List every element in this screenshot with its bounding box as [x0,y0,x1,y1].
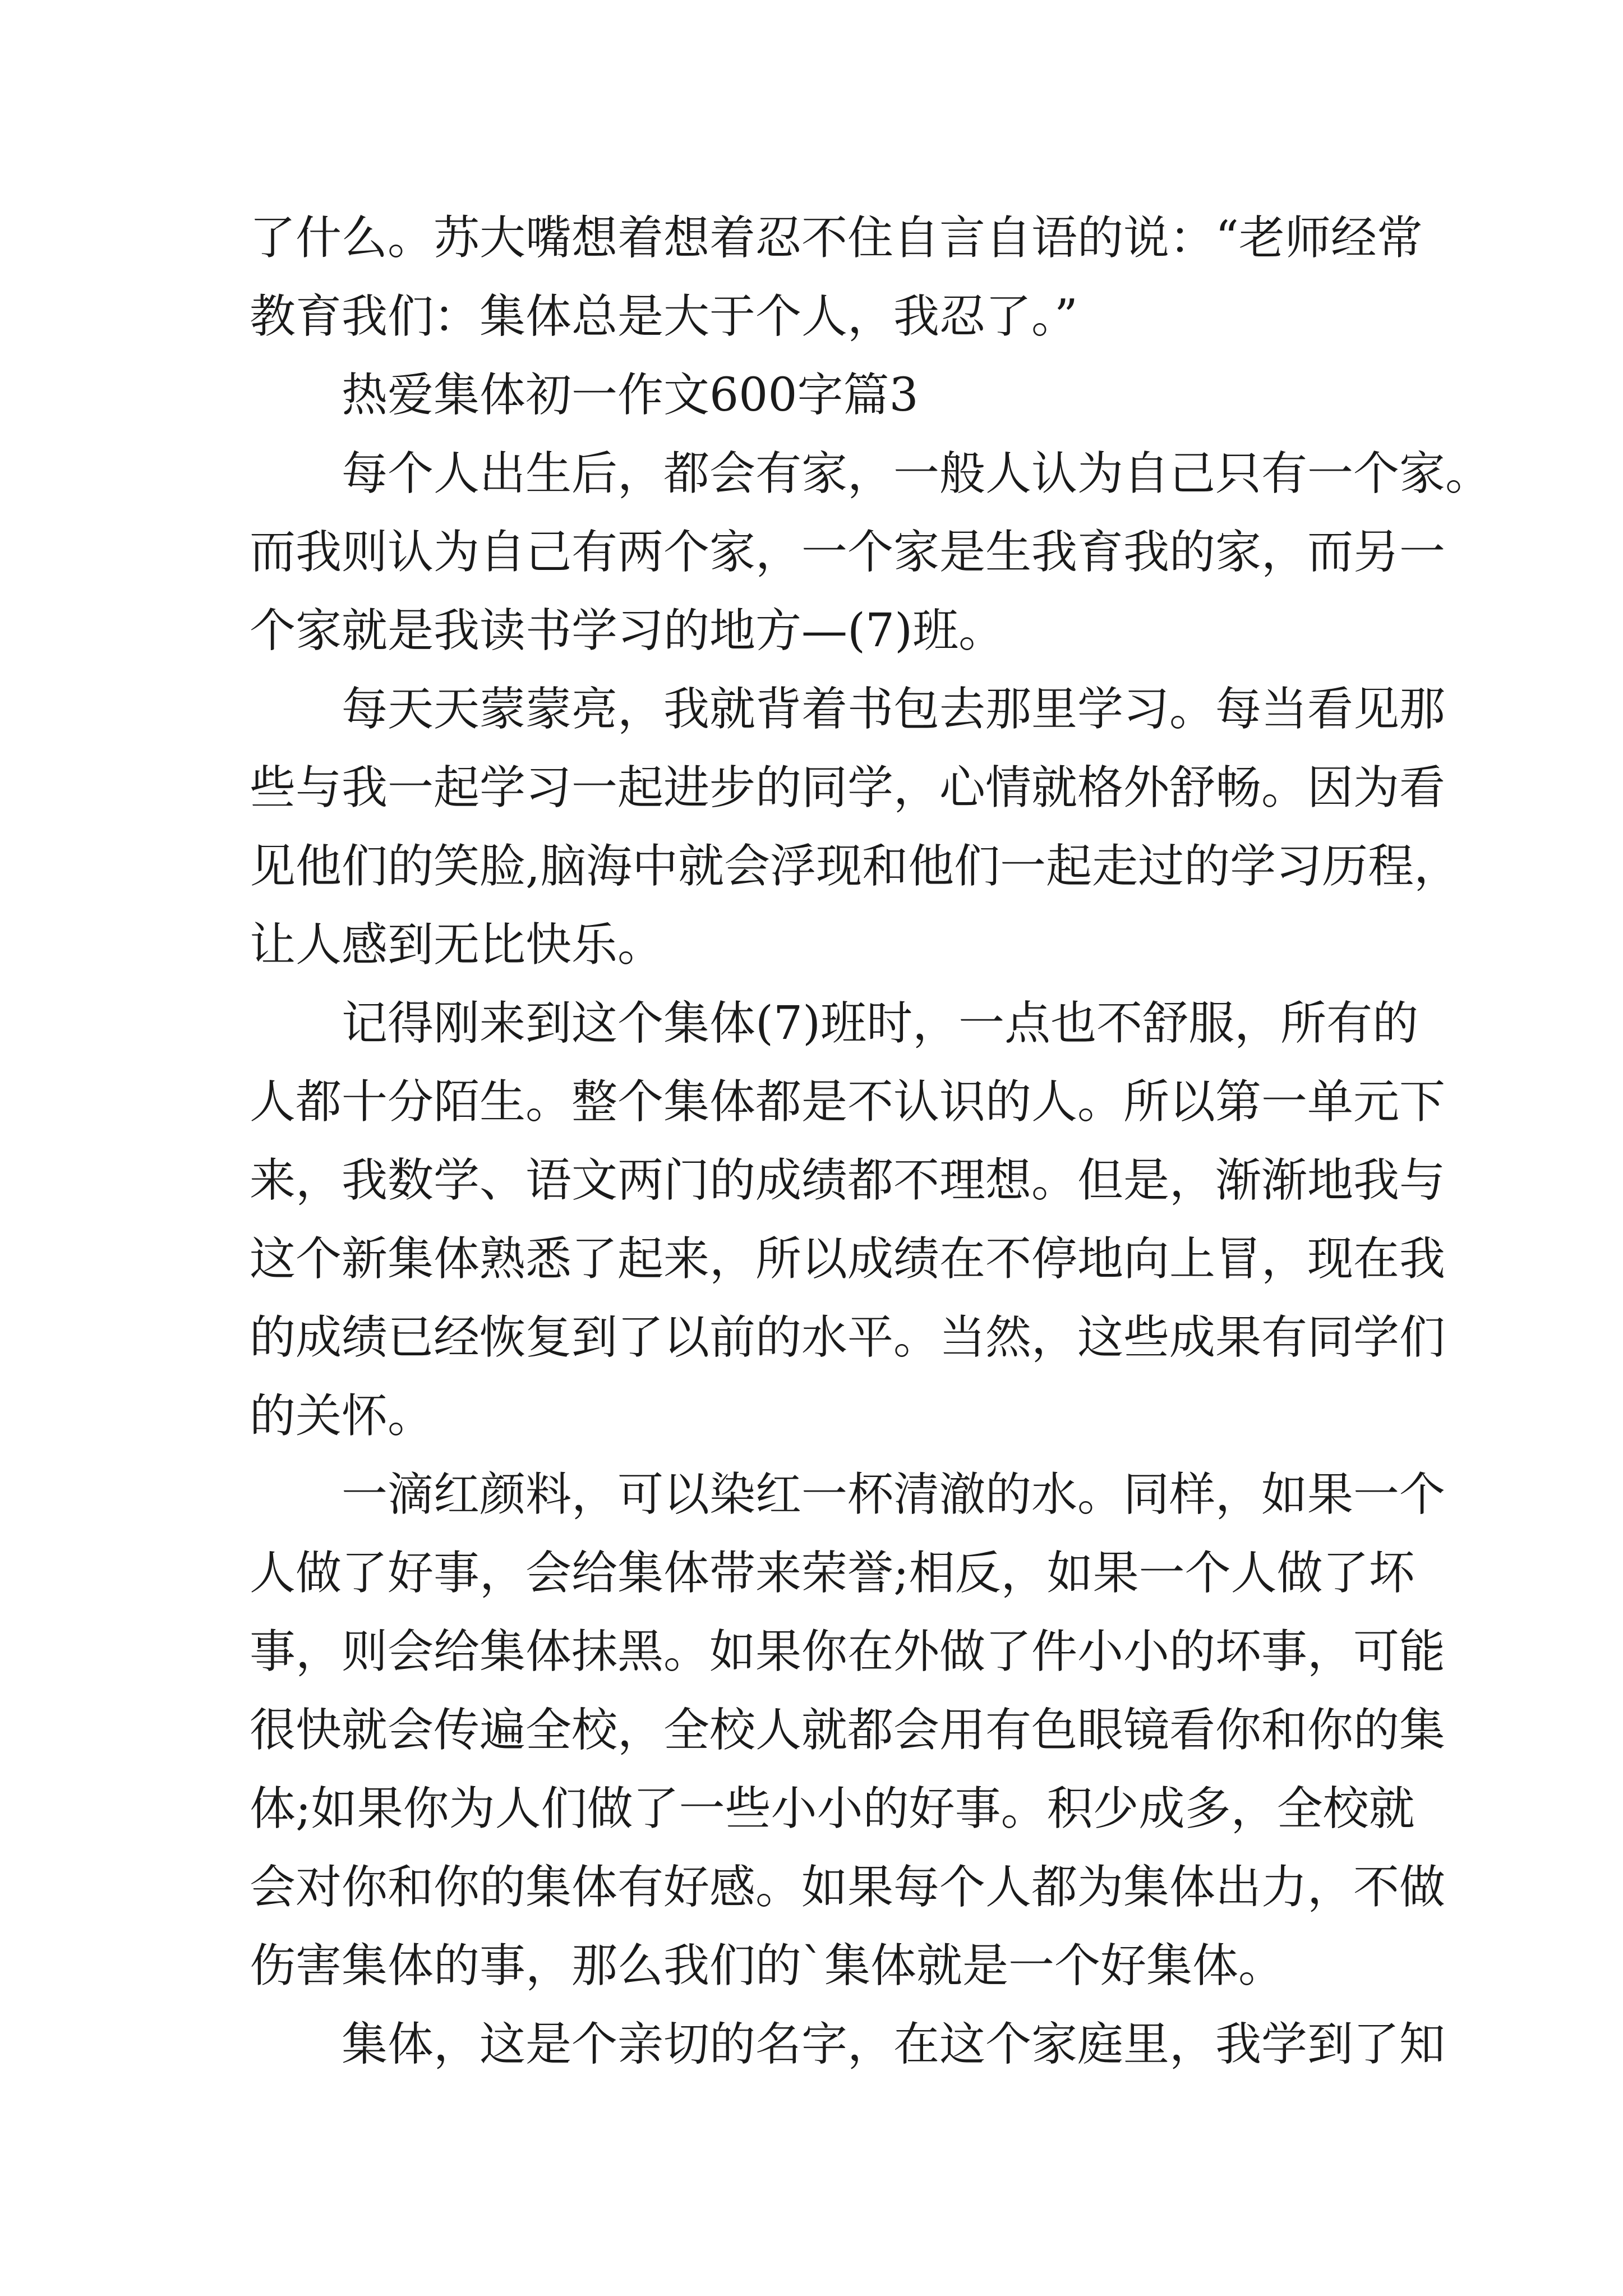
line-p4-1: 一滴红颜料，可以染红一杯清澈的水。同样，如果一个 [342,1468,1446,1521]
line-1: 了什么。苏大嘴想着想着忍不住自言自语的说：“老师经常 [250,211,1423,265]
line-p3-5: 的成绩已经恢复到了以前的水平。当然，这些成果有同学们 [250,1311,1446,1364]
line-p4-2: 人做了好事，会给集体带来荣誉;相反，如果一个人做了坏 [250,1547,1415,1600]
line-2: 教育我们：集体总是大于个人，我忍了。” [250,290,1078,343]
heading-text: 热爱集体初一作文600字篇3 [342,369,919,422]
line-p4-5: 体;如果你为人们做了一些小小的好事。积少成多，全校就 [250,1782,1415,1835]
line-p3-6: 的关怀。 [250,1389,434,1443]
line-p4-6: 会对你和你的集体有好感。如果每个人都为集体出力，不做 [250,1861,1446,1914]
line-p2-3: 见他们的笑脸,脑海中就会浮现和他们一起走过的学习历程， [250,840,1460,893]
line-p4-4: 很快就会传遍全校，全校人就都会用有色眼镜看你和你的集 [250,1704,1446,1757]
line-p1-1: 每个人出生后，都会有家，一般人认为自己只有一个家。 [342,447,1492,500]
line-p4-3: 事，则会给集体抹黑。如果你在外做了件小小的坏事，可能 [250,1625,1446,1678]
line-p3-3: 来，我数学、语文两门的成绩都不理想。但是，渐渐地我与 [250,1154,1446,1207]
line-p1-2: 而我则认为自己有两个家，一个家是生我育我的家，而另一 [250,526,1446,579]
line-p2-1: 每天天蒙蒙亮，我就背着书包去那里学习。每当看见那 [342,683,1446,736]
line-p5-1: 集体，这是个亲切的名字，在这个家庭里，我学到了知 [342,2018,1446,2071]
line-p2-2: 些与我一起学习一起进步的同学，心情就格外舒畅。因为看 [250,761,1446,815]
line-p3-4: 这个新集体熟悉了起来，所以成绩在不停地向上冒，现在我 [250,1232,1446,1286]
article-body [250,199,1492,2084]
line-p2-4: 让人感到无比快乐。 [250,918,664,972]
line-p3-1: 记得刚来到这个集体(7)班时，一点也不舒服，所有的 [342,997,1419,1050]
line-p4-7: 伤害集体的事，那么我们的`集体就是一个好集体。 [250,1939,1285,1993]
line-p1-3: 个家就是我读书学习的地方—(7)班。 [250,604,1005,657]
line-p3-2: 人都十分陌生。整个集体都是不认识的人。所以第一单元下 [250,1075,1446,1129]
